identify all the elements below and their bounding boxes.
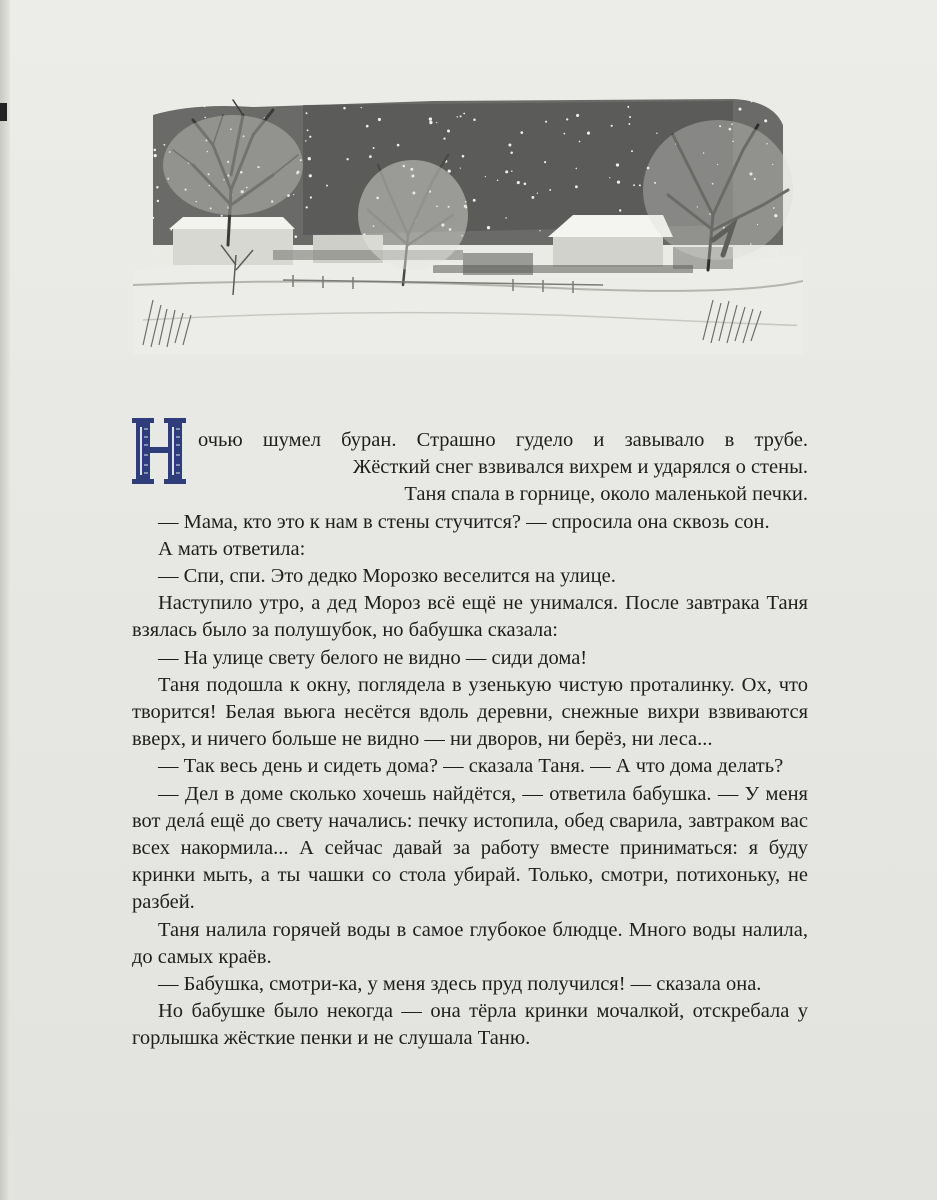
snowflake <box>473 199 476 202</box>
snowflake <box>257 100 260 103</box>
snowflake <box>154 149 157 152</box>
paragraph: — На улице свету белого не видно — сиди дома! <box>158 646 588 669</box>
first-line-3: Таня спала в горнице, около маленькой печки. <box>404 483 808 506</box>
snowflake <box>587 132 590 135</box>
snowflake <box>576 168 578 170</box>
snowflake <box>510 151 513 154</box>
snowflake <box>517 181 520 184</box>
snowflake <box>378 118 381 121</box>
snowflake <box>473 119 476 122</box>
paragraph: — Бабушка, смотри-ка, у меня здесь пруд получился! — сказала она. <box>158 973 762 996</box>
snowflake <box>544 161 546 163</box>
snowflake <box>346 158 348 160</box>
snowflake <box>627 106 629 108</box>
snowflake <box>617 180 620 183</box>
snowflake <box>203 105 205 107</box>
snowflake <box>631 150 633 152</box>
snowflake <box>497 180 499 182</box>
paragraph: — Мама, кто это к нам в стены стучится? — спросила она сквозь сон. <box>158 510 770 533</box>
paragraph: Наступило утро, а дед Мороз всё ещё не унимался. После завтрака Таня взялась было за полушубок, но бабушка сказала: <box>132 592 808 642</box>
first-line-2: Жёсткий снег взвивался вихрем и ударялся о стены. <box>352 456 808 479</box>
snowflake <box>163 144 165 146</box>
snowflake <box>463 113 465 115</box>
snowflake <box>307 129 309 131</box>
snowflake <box>397 144 400 147</box>
snowflake <box>545 121 547 123</box>
snowflake <box>629 116 631 118</box>
snowflake <box>308 157 311 160</box>
drop-cap <box>128 415 190 487</box>
snowflake <box>611 125 613 127</box>
snowflake <box>343 107 346 110</box>
snowflake <box>331 100 333 102</box>
snowflake <box>457 116 458 117</box>
snowflake <box>436 122 437 123</box>
story-text <box>132 427 808 1053</box>
snowflake <box>429 121 432 124</box>
snowflake <box>305 140 307 142</box>
snowflake <box>775 252 778 255</box>
snowflake <box>639 184 641 186</box>
snowflake <box>485 176 486 177</box>
snowflake <box>462 155 465 158</box>
snowflake <box>539 230 540 231</box>
snowflake <box>505 217 507 219</box>
snowflake <box>563 133 565 135</box>
snowflake <box>293 194 294 195</box>
snowflake <box>361 107 362 108</box>
paragraph: Таня подошла к окну, поглядела в узенькую чистую проталинку. Ох, что творится! Белая вьюга несётся вдоль деревни, снежные вихри взвиваются вверх, и ничего больше не видно — ни дворов, ни берёз, ни леса... <box>132 673 808 751</box>
snowflake <box>295 235 298 238</box>
snowflake <box>443 137 445 139</box>
snowflake <box>326 185 328 187</box>
snowflake <box>579 141 581 143</box>
snowflake <box>306 112 308 114</box>
snowflake <box>154 154 157 157</box>
paragraph: — Дел в доме сколько хочешь найдётся, — ответила бабушка. — У меня вот делá ещё до свету начались: печку истопила, обед сварила, завтраком вас всех накормила... А сейчас давай за работу вместе приниматься: я буду кринки мыть, а ты чашки со стола убирай. Только, смотри, потихоньку, не разбей. <box>132 782 808 914</box>
page-edge <box>0 0 10 1200</box>
snowflake <box>505 170 508 173</box>
snowflake <box>157 200 159 202</box>
snowflake <box>309 136 311 138</box>
snowflake <box>738 108 741 111</box>
snowflake <box>460 115 462 117</box>
snowflake <box>764 119 767 122</box>
snowflake <box>566 118 568 120</box>
snowflake <box>549 189 551 191</box>
snowflake <box>531 196 534 199</box>
snowflake <box>204 117 206 119</box>
snowflake <box>508 143 511 146</box>
snowflake <box>155 249 156 250</box>
snowflake <box>366 125 369 128</box>
snowflake <box>619 209 621 211</box>
snowflake <box>576 114 579 117</box>
snowflake <box>447 130 450 133</box>
snowflake <box>656 132 657 133</box>
first-line-1: очью шумел буран. Страшно гудело и завывало в трубе. <box>198 429 808 451</box>
snowflake <box>373 147 375 149</box>
snowflake <box>616 163 619 166</box>
snowflake <box>170 229 172 231</box>
binding-mark <box>0 103 7 121</box>
snowflake <box>511 170 513 172</box>
snowflake <box>609 177 610 178</box>
snowflake <box>306 206 308 208</box>
winter-village-illustration <box>133 95 803 355</box>
paragraph: Но бабушке было некогда — она тёрла кринки мочалкой, отскребала у горлышка жёсткие пенки и не слушала Таню. <box>132 1000 808 1050</box>
paragraph: — Спи, спи. Это дедко Морозко веселится на улице. <box>158 565 616 588</box>
snowflake <box>524 183 527 186</box>
paragraph: А мать ответила: <box>158 537 306 560</box>
snowflake <box>537 193 538 194</box>
paragraph: Таня налила горячей воды в самое глубокое блюдце. Много воды налила, до самых краёв. <box>132 918 808 968</box>
snowflake <box>448 169 451 172</box>
paragraph-first <box>132 427 808 509</box>
snowflake <box>310 196 312 198</box>
snowflake <box>575 185 578 188</box>
paragraph: — Так весь день и сидеть дома? — сказала Таня. — А что дома делать? <box>158 755 784 778</box>
snowflake <box>781 104 782 105</box>
snowflake <box>633 184 635 186</box>
snowflake <box>520 131 523 134</box>
snowflake <box>628 123 630 125</box>
snowflake <box>460 167 461 168</box>
snowflake <box>429 117 432 120</box>
snowflake <box>369 155 372 158</box>
snowflake <box>152 217 154 219</box>
snowflake <box>487 226 490 229</box>
snowflake <box>309 174 312 177</box>
snowflake <box>156 186 158 188</box>
snowflake <box>221 215 223 217</box>
snowflake <box>751 100 753 102</box>
